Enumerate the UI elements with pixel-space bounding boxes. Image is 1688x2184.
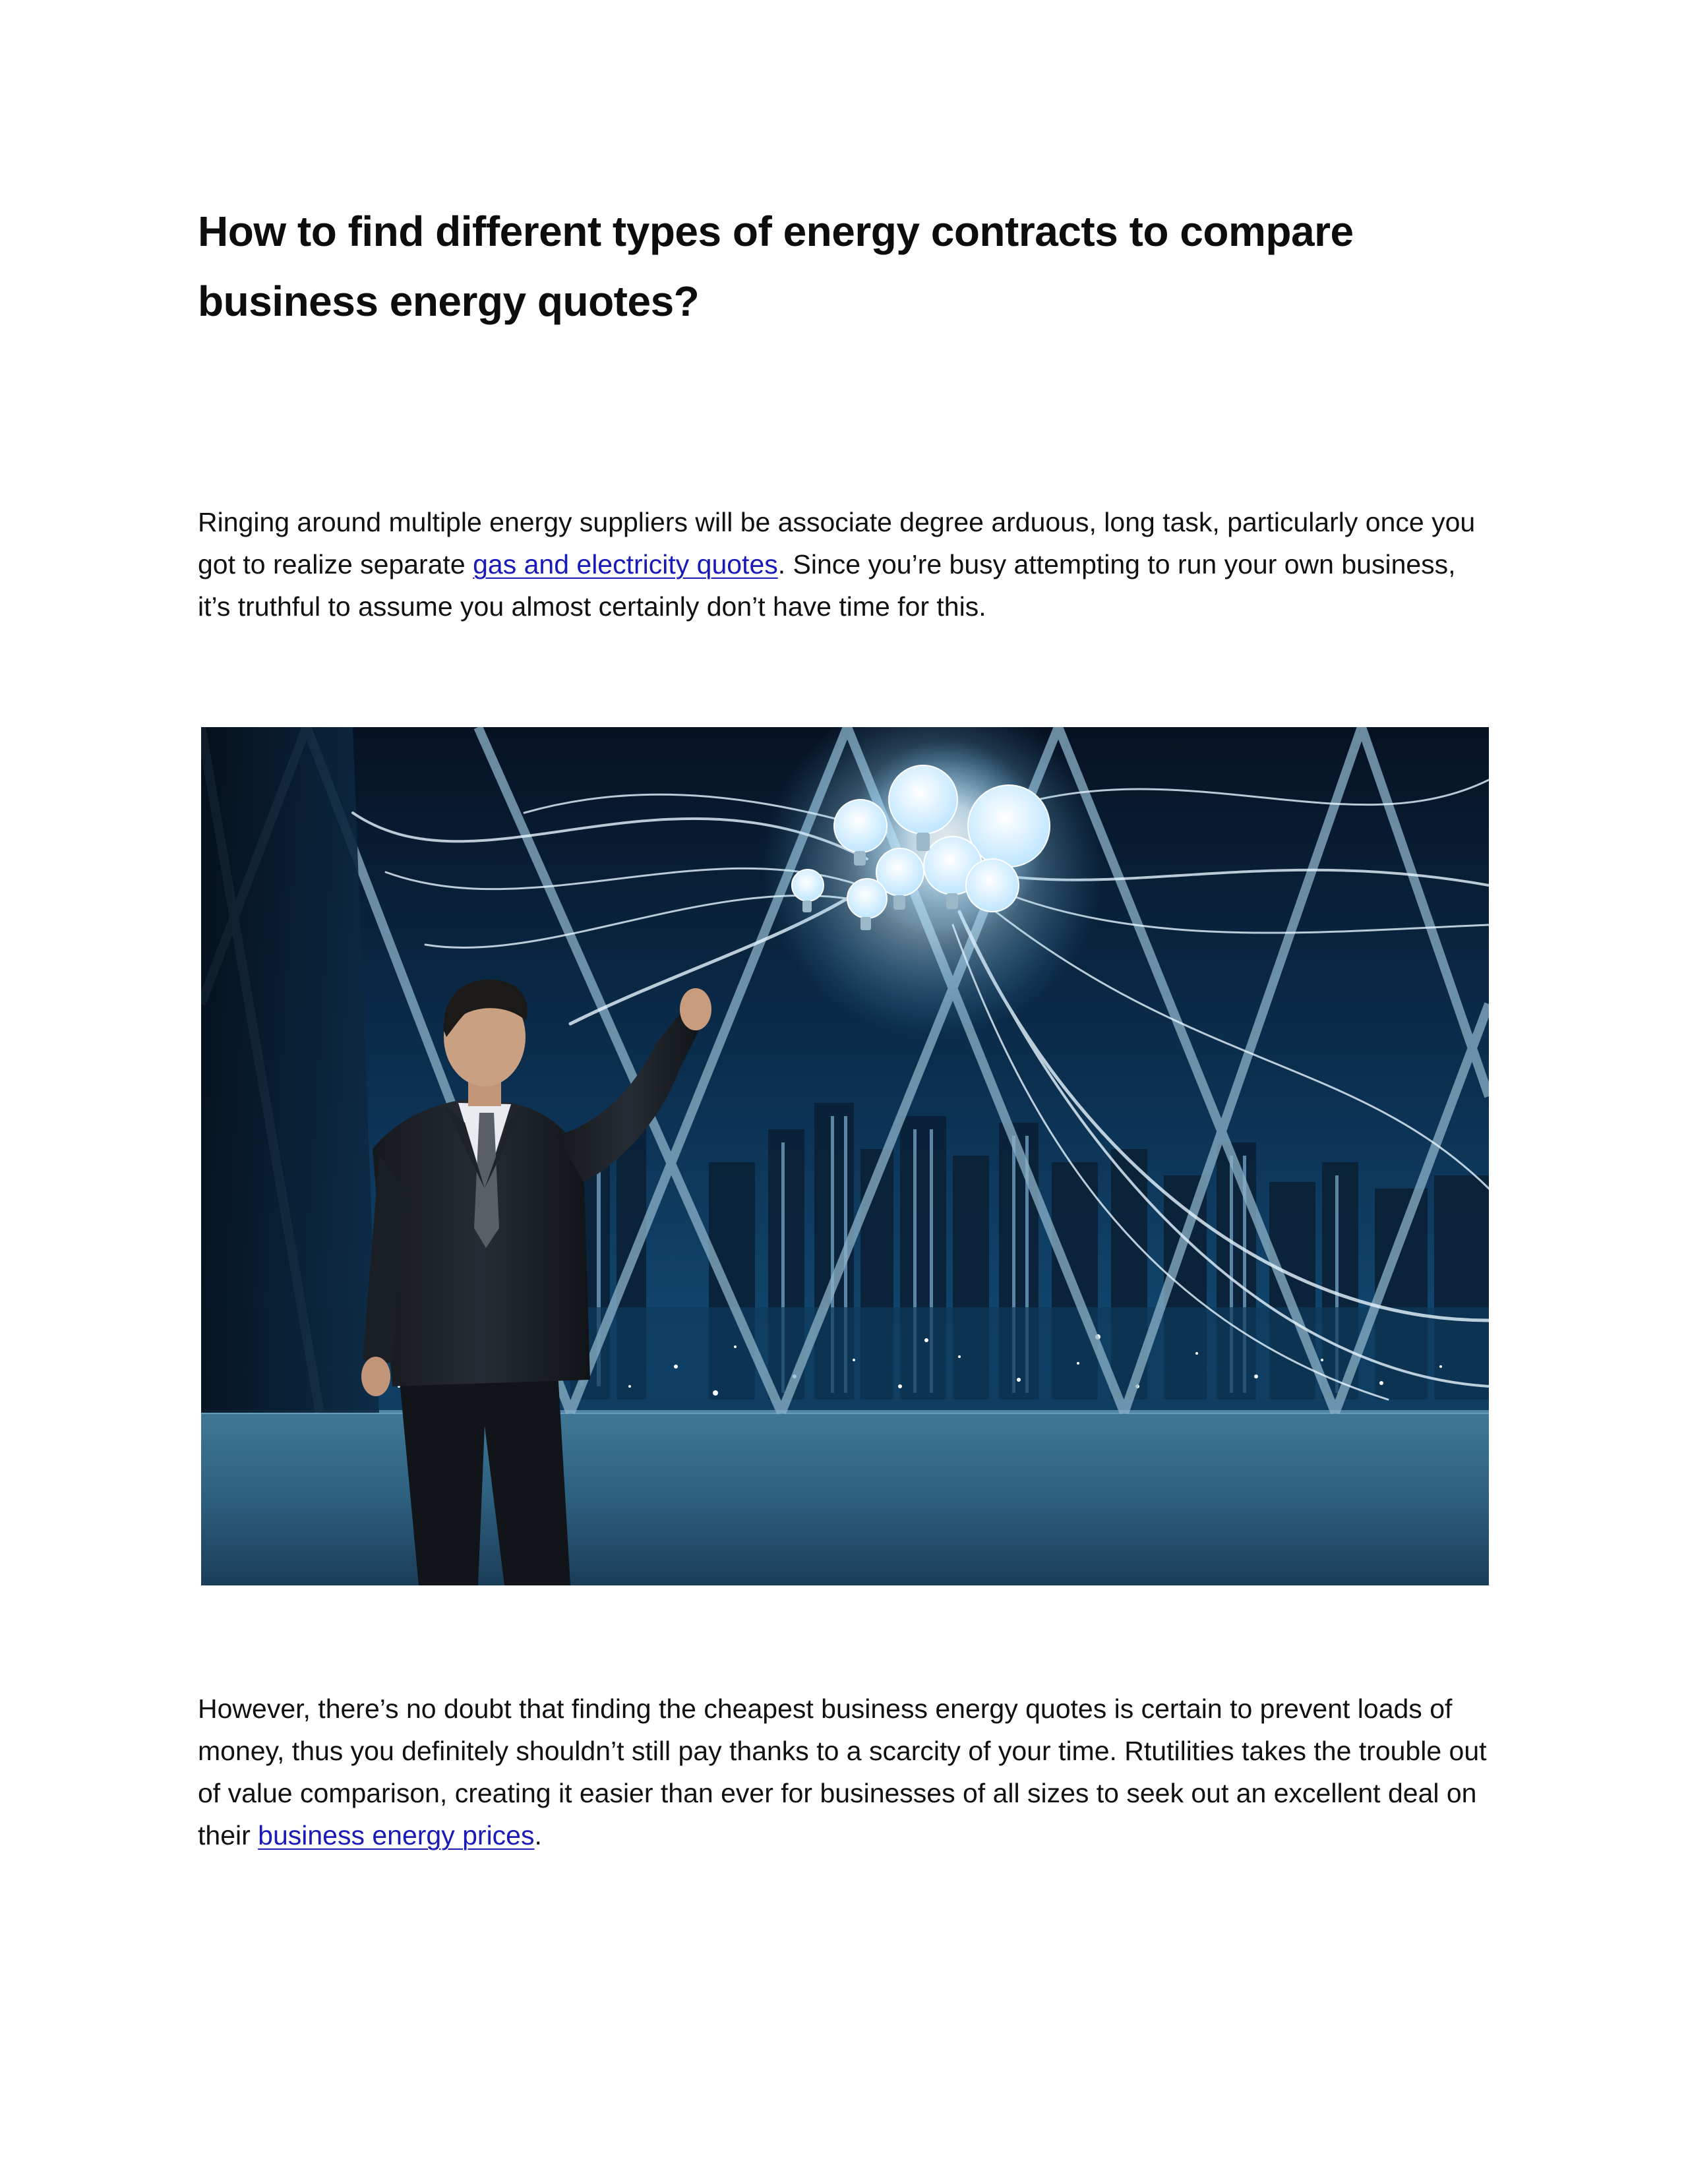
- closing-paragraph: [198, 1688, 1490, 1856]
- closing-text-after-link: .: [534, 1820, 542, 1850]
- intro-text-before-link: Ringing around multiple energy suppliers will be associate degree arduous, long task, particularly once you got to realize separate: [198, 507, 1476, 579]
- gas-electricity-quotes-link[interactable]: gas and electricity quotes: [473, 549, 778, 579]
- intro-text-after-link: . Since you’re busy attempting to run your own business, it’s truthful to assume you almost certainly don’t have time for this.: [198, 549, 1456, 622]
- hero-image-businessman-lightbulbs: [201, 727, 1489, 1585]
- business-energy-prices-link[interactable]: business energy prices: [258, 1820, 535, 1850]
- closing-text-before-link: However, there’s no doubt that finding the cheapest business energy quotes is certain to prevent loads of money, thus you definitely shouldn’t still pay thanks to a scarcity of your time. Rtutilities takes the trouble out of value comparison, creating it easier than ever for businesses of all sizes to seek out an excellent deal on their: [198, 1694, 1487, 1850]
- page-title: How to find different types of energy contracts to compare business energy quotes?: [198, 208, 1354, 325]
- intro-paragraph: [198, 501, 1490, 628]
